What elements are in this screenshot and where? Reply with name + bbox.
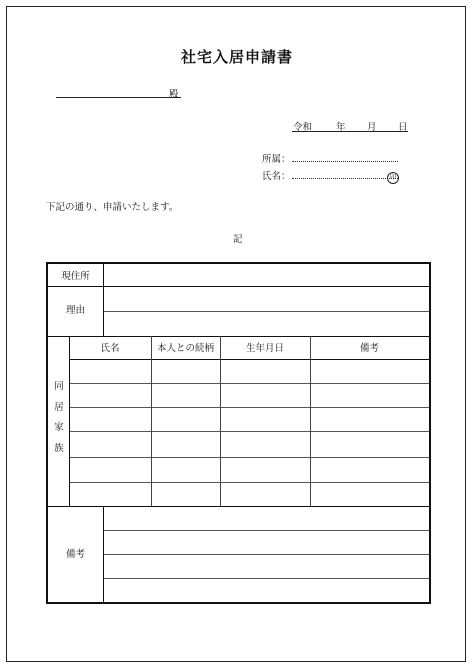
column-name: 氏名 xyxy=(100,343,120,354)
family-rows-field[interactable] xyxy=(70,360,429,506)
reason-field[interactable] xyxy=(104,287,429,336)
date-era: 令和 xyxy=(293,122,313,133)
ki-label: 記 xyxy=(233,234,243,245)
name-field[interactable] xyxy=(292,178,398,179)
affiliation-field[interactable] xyxy=(292,161,398,162)
application-table xyxy=(46,262,431,604)
remarks-label: 備考 xyxy=(65,549,85,560)
column-remarks: 備考 xyxy=(359,343,379,354)
remarks-field[interactable] xyxy=(104,507,429,602)
name-label: 氏名： xyxy=(262,171,291,182)
family-label: 同 居 家 族 xyxy=(54,381,64,454)
column-relationship: 本人との続柄 xyxy=(156,343,214,354)
current-address-label: 現住所 xyxy=(61,271,90,282)
column-birthdate: 生年月日 xyxy=(245,343,284,354)
current-address-field[interactable] xyxy=(104,264,429,286)
affiliation-label: 所属： xyxy=(262,154,291,165)
reason-label: 理由 xyxy=(65,305,85,316)
seal-icon: 印 xyxy=(387,167,399,186)
addressee-line[interactable] xyxy=(56,97,181,98)
date-month: 月 xyxy=(367,122,377,133)
addressee-suffix: 殿 xyxy=(169,89,179,100)
date-year: 年 xyxy=(336,122,346,133)
date-day: 日 xyxy=(398,122,408,133)
document-title: 社宅入居申請書 xyxy=(180,48,293,66)
request-text: 下記の通り、申請いたします。 xyxy=(46,202,179,213)
date-field[interactable] xyxy=(292,119,408,132)
